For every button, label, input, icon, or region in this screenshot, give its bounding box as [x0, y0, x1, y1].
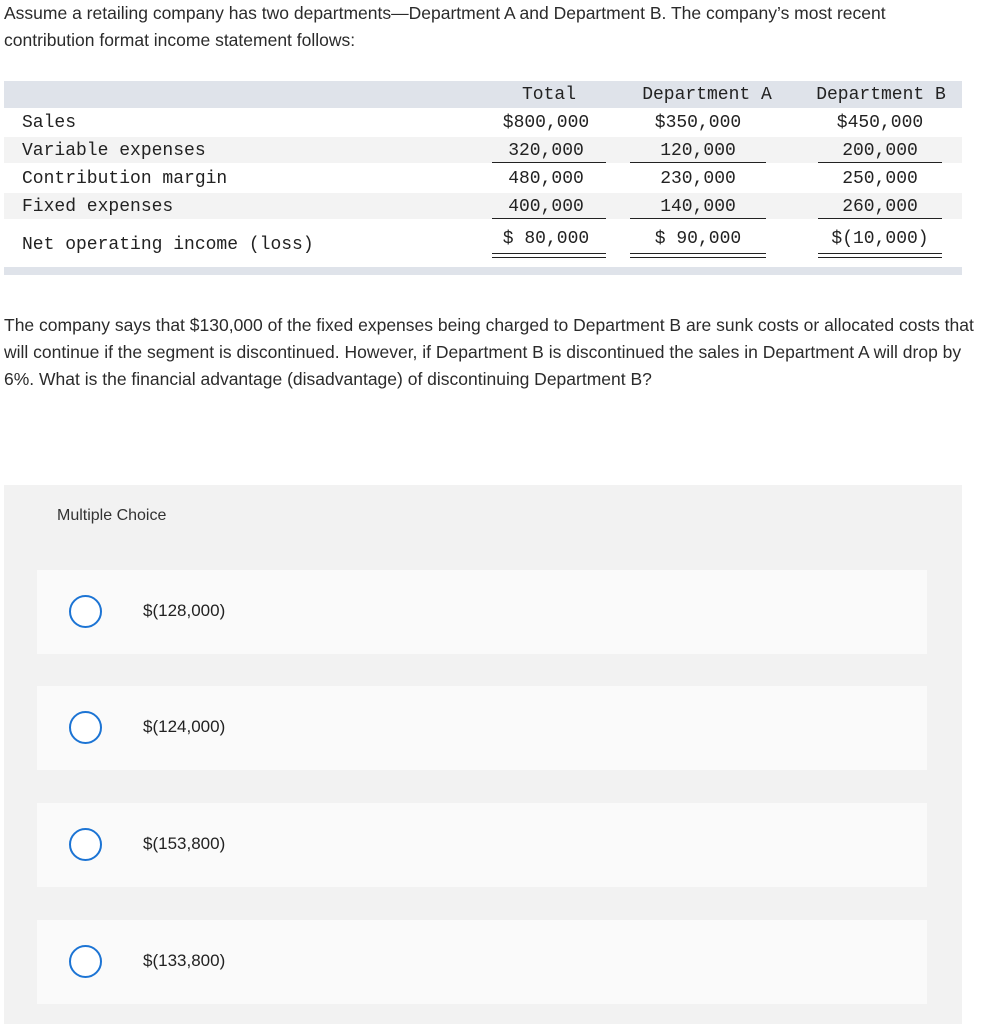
cell-dept-a-net-operating-income: $ 90,000 [654, 229, 742, 249]
cell-dept-b-variable-expenses: 200,000 [842, 141, 918, 161]
underline [492, 162, 606, 163]
radio-button-icon[interactable] [69, 828, 102, 861]
choice-label: $(128,000) [143, 601, 226, 620]
cell-total-net-operating-income: $ 80,000 [502, 229, 590, 249]
header-department-b: Department B [816, 85, 946, 105]
cell-dept-a-variable-expenses: 120,000 [660, 141, 736, 161]
row-label-fixed-expenses: Fixed expenses [22, 197, 174, 217]
double-underline [630, 253, 766, 258]
underline [818, 218, 942, 219]
question-text: The company says that $130,000 of the fixed expenses being charged to Department B are sunk costs or allocated costs that will continue if the segment is discontinued. However, if Department B is discontinued the sales in Department A will drop by 6%. What is the financial advantage (disadvantage) of discontinuing Department B? [4, 315, 974, 389]
cell-dept-b-contribution-margin: 250,000 [842, 169, 918, 189]
choice-label: $(124,000) [143, 717, 226, 736]
cell-dept-b-net-operating-income: $(10,000) [831, 229, 929, 249]
row-label-net-operating-income: Net operating income (loss) [22, 235, 314, 255]
choice-label: $(153,800) [143, 834, 226, 853]
radio-button-icon[interactable] [69, 595, 102, 628]
header-department-a: Department A [642, 85, 772, 105]
double-underline [818, 253, 942, 258]
choice-option-4[interactable] [37, 920, 927, 1004]
cell-dept-b-fixed-expenses: 260,000 [842, 197, 918, 217]
underline [630, 218, 766, 219]
radio-button-icon[interactable] [69, 711, 102, 744]
cell-dept-b-sales: $450,000 [836, 113, 924, 133]
header-total: Total [521, 85, 576, 105]
row-label-sales: Sales [22, 113, 77, 133]
footer-band [4, 267, 962, 275]
double-underline [492, 253, 606, 258]
cell-total-contribution-margin: 480,000 [508, 169, 584, 189]
row-label-contribution-margin: Contribution margin [22, 169, 228, 189]
row-label-variable-expenses: Variable expenses [22, 141, 206, 161]
cell-total-fixed-expenses: 400,000 [508, 197, 584, 217]
choice-option-1[interactable] [37, 570, 927, 654]
multiple-choice-panel [4, 485, 962, 1024]
cell-total-variable-expenses: 320,000 [508, 141, 584, 161]
underline [492, 218, 606, 219]
multiple-choice-title: Multiple Choice [57, 507, 167, 524]
cell-dept-a-fixed-expenses: 140,000 [660, 197, 736, 217]
radio-button-icon[interactable] [69, 945, 102, 978]
income-statement [4, 81, 962, 274]
choice-label: $(133,800) [143, 951, 226, 970]
cell-dept-a-sales: $350,000 [654, 113, 742, 133]
cell-dept-a-contribution-margin: 230,000 [660, 169, 736, 189]
underline [630, 162, 766, 163]
underline [818, 162, 942, 163]
cell-total-sales: $800,000 [502, 113, 590, 133]
choice-option-2[interactable] [37, 686, 927, 770]
choice-option-3[interactable] [37, 803, 927, 887]
intro-text: Assume a retailing company has two departments—Department A and Department B. The company’s most recent contribution format income statement follows: [4, 3, 886, 50]
